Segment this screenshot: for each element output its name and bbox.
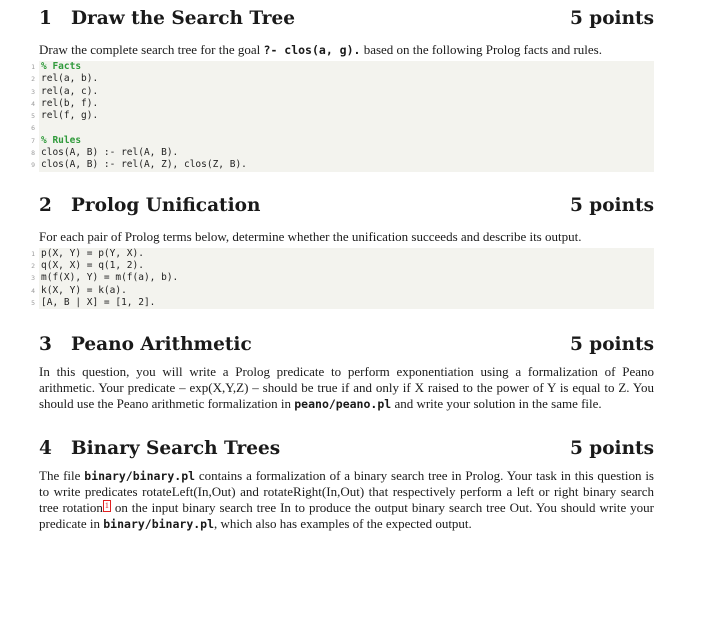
- line-number: 5: [31, 112, 35, 121]
- section-title: Prolog Unification: [71, 194, 261, 216]
- section-points: 5 points: [569, 194, 654, 216]
- code-line: [31, 147, 654, 159]
- code-line: [31, 259, 654, 272]
- line-number: 9: [31, 161, 35, 170]
- section-heading: [39, 333, 654, 357]
- code-text: [A, B | X] = [1, 2].: [41, 296, 156, 308]
- code-text: rel(a, b).: [41, 73, 99, 85]
- code-line: [31, 159, 654, 171]
- line-number: 7: [31, 136, 35, 145]
- section-heading: [39, 437, 654, 461]
- inline-code: ?- clos(a, g).: [263, 43, 361, 57]
- code-text: q(X, X) = q(1, 2).: [41, 259, 144, 271]
- section-number: 2: [39, 194, 52, 216]
- code-line: [31, 61, 654, 73]
- footnote-link[interactable]: 1: [104, 501, 109, 511]
- section-intro: For each pair of Prolog terms below, determine whether the unification succeeds and describe its output.: [39, 228, 582, 244]
- code-line: [31, 110, 654, 122]
- section-number: 3: [39, 334, 52, 356]
- code-text: clos(A, B) :- rel(A, Z), clos(Z, B).: [41, 159, 247, 171]
- section-intro: Draw the complete search tree for the goal ?- clos(a, g). based on the following Prolog facts and rules.: [39, 42, 602, 57]
- code-comment: % Facts: [41, 61, 82, 72]
- code-text: rel(f, g).: [41, 110, 99, 122]
- code-text: rel(b, f).: [41, 97, 99, 109]
- section-points: 5 points: [569, 8, 654, 29]
- section-points: 5 points: [569, 438, 654, 460]
- inline-code: binary/binary.pl: [103, 517, 215, 532]
- code-line: [31, 272, 654, 284]
- inline-code: binary/binary.pl: [84, 469, 196, 484]
- line-number: 1: [31, 249, 35, 258]
- code-text: clos(A, B) :- rel(A, B).: [41, 147, 179, 159]
- section-title: Peano Arithmetic: [71, 334, 252, 356]
- code-line: [31, 85, 654, 98]
- line-number: 5: [31, 298, 35, 307]
- code-text: rel(a, c).: [41, 85, 99, 97]
- line-number: 4: [31, 99, 35, 108]
- section-title: Binary Search Trees: [71, 438, 281, 460]
- section-body: In this question, you will write a Prolog predicate to perform exponentiation using a formalization of Peano arithmetic. Your predicate – exp(X,Y,Z) – should be true if and only if X raised to the power of Y is equal to Z. You should use the Peano arithmetic formalization in peano/peano.pl and write your solution in the same file.: [39, 364, 654, 412]
- section-peano: [39, 333, 654, 412]
- section-heading: [39, 7, 654, 31]
- line-number: 1: [31, 63, 35, 71]
- inline-code: peano/peano.pl: [294, 397, 392, 412]
- line-number: 8: [31, 149, 35, 158]
- code-comment: % Rules: [41, 134, 82, 146]
- code-line: [31, 134, 654, 147]
- code-line: [31, 284, 654, 297]
- line-number: 2: [31, 261, 35, 270]
- line-number: 3: [31, 274, 35, 283]
- document-page: [31, 0, 655, 532]
- line-number: 6: [31, 124, 35, 133]
- code-line: [31, 296, 654, 309]
- section-points: 5 points: [569, 334, 654, 356]
- section-number: 1: [39, 8, 52, 29]
- code-text: p(X, Y) = p(Y, X).: [41, 247, 144, 259]
- section-title: Draw the Search Tree: [71, 8, 296, 29]
- code-line: [31, 247, 654, 260]
- section-unification: [31, 194, 654, 309]
- code-listing: [31, 61, 654, 172]
- section-search-tree: [31, 7, 654, 172]
- section-body: The file binary/binary.pl contains a formalization of a binary search tree in Prolog. Your task in this question is to write predicates rotateLeft(In,Out) and rotateRight(In,Out) that respectively perform a left or right binary search tree rotation 1 on the input binary search tree In to produce the output binary search tree Out. You should write your predicate in binary/binary.pl, which also has examples of the expected output.: [39, 468, 655, 532]
- code-line: [31, 97, 654, 110]
- line-number: 4: [31, 286, 35, 295]
- code-text: k(X, Y) = k(a).: [41, 284, 127, 296]
- code-line: [31, 73, 654, 85]
- section-binary-search-trees: [39, 437, 654, 532]
- section-heading: [39, 194, 654, 218]
- section-number: 4: [39, 438, 52, 460]
- line-number: 2: [31, 75, 35, 84]
- code-listing: [31, 247, 654, 309]
- line-number: 3: [31, 87, 35, 96]
- code-text: m(f(X), Y) = m(f(a), b).: [41, 272, 179, 284]
- code-line: [31, 122, 654, 134]
